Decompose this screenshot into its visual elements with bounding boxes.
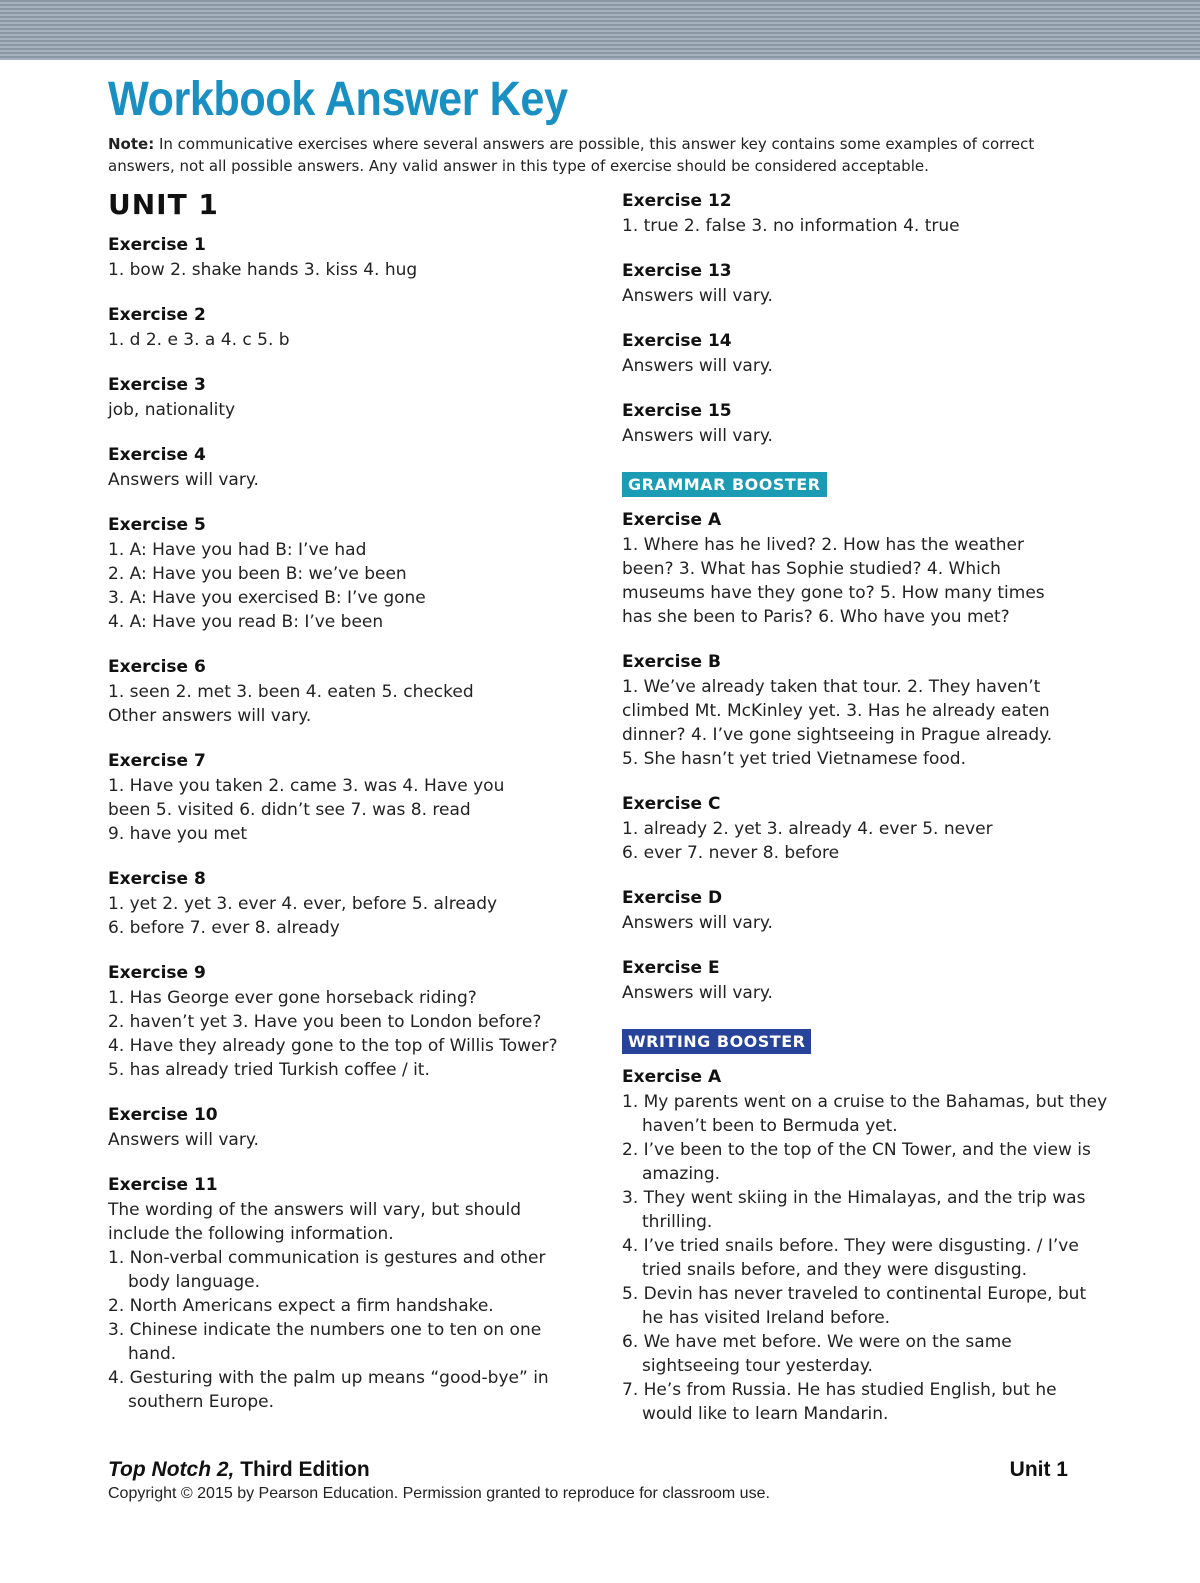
answer-line: Answers will vary.: [622, 426, 773, 446]
answer-item: 6. We have met before. We were on the same sightseeing tour yesterday.: [622, 1332, 1012, 1376]
answer-item: 4. I’ve tried snails before. They were disgusting. / I’ve tried snails before, and they were disgusting.: [622, 1236, 1079, 1280]
exercise-title: Exercise A: [622, 510, 722, 530]
exercise-block: [622, 258, 1112, 308]
copyright-notice: Copyright © 2015 by Pearson Education. Permission granted to reproduce for classroom use.: [108, 1485, 770, 1502]
answer-line: Other answers will vary.: [108, 706, 312, 726]
answer-line: been? 3. What has Sophie studied? 4. Which: [622, 559, 1001, 579]
answer-line: been 5. visited 6. didn’t see 7. was 8. read: [108, 800, 471, 820]
exercise-answers: [108, 680, 588, 728]
exercise-block: [108, 302, 588, 352]
exercise-answers: [622, 533, 1112, 629]
grammar-booster-banner: GRAMMAR BOOSTER: [622, 472, 827, 497]
exercise-title: Exercise B: [622, 652, 721, 672]
unit-heading: UNIT 1: [108, 188, 219, 221]
exercise-title: Exercise 3: [108, 375, 206, 395]
exercise-block: [108, 512, 588, 634]
answer-line: climbed Mt. McKinley yet. 3. Has he already eaten: [622, 701, 1050, 721]
answer-item: 2. North Americans expect a firm handshake.: [108, 1296, 494, 1316]
header-stripe-bar: [0, 0, 1200, 60]
exercise-answers: [622, 1090, 1112, 1426]
exercise-answers: [622, 817, 1112, 865]
grammar-booster-list: [622, 507, 1112, 1005]
exercise-block: [622, 649, 1112, 771]
exercise-title: Exercise 12: [622, 191, 732, 211]
exercise-block: [108, 866, 588, 940]
exercise-answers: [622, 675, 1112, 771]
exercise-title: Exercise 5: [108, 515, 206, 535]
exercise-title: Exercise 7: [108, 751, 206, 771]
answer-item: 4. Gesturing with the palm up means “good-bye” in southern Europe.: [108, 1368, 549, 1412]
exercise-answers: [108, 328, 588, 352]
note-label: Note:: [108, 135, 155, 153]
right-exercise-list: [622, 188, 1112, 448]
answer-line: 1. Where has he lived? 2. How has the weather: [622, 535, 1024, 555]
exercise-answers: [622, 354, 1112, 378]
exercise-title: Exercise A: [622, 1067, 722, 1087]
answer-line: 1. seen 2. met 3. been 4. eaten 5. checked: [108, 682, 474, 702]
answer-item: 1. Non-verbal communication is gestures and other body language.: [108, 1248, 546, 1292]
answer-line: 1. Has George ever gone horseback riding?: [108, 988, 477, 1008]
exercise-title: Exercise 2: [108, 305, 206, 325]
answer-line: 4. Have they already gone to the top of Willis Tower?: [108, 1036, 558, 1056]
exercise-answers: [622, 214, 1112, 238]
footer-unit: Unit 1: [1009, 1458, 1068, 1481]
exercise-answers: [108, 468, 588, 492]
answer-list: [622, 1090, 1112, 1426]
answer-item: 7. He’s from Russia. He has studied English, but he would like to learn Mandarin.: [622, 1380, 1057, 1424]
exercise-answers: [622, 424, 1112, 448]
answer-line: Answers will vary.: [622, 983, 773, 1003]
answer-line: Answers will vary.: [622, 913, 773, 933]
answer-line: The wording of the answers will vary, but should: [108, 1200, 522, 1220]
exercise-answers: [108, 258, 588, 282]
footer-book-title: [108, 1458, 370, 1482]
exercise-block: [622, 1064, 1112, 1426]
answer-line: 3. A: Have you exercised B: I’ve gone: [108, 588, 426, 608]
answer-item: 2. I’ve been to the top of the CN Tower, and the view is amazing.: [622, 1140, 1091, 1184]
exercise-block: [622, 507, 1112, 629]
exercise-block: [108, 232, 588, 282]
writing-booster-banner: WRITING BOOSTER: [622, 1029, 811, 1054]
exercise-block: [622, 885, 1112, 935]
answer-line: 1. true 2. false 3. no information 4. true: [622, 216, 960, 236]
answer-item: 5. Devin has never traveled to continental Europe, but he has visited Ireland before.: [622, 1284, 1087, 1328]
exercise-title: Exercise 15: [622, 401, 732, 421]
exercise-answers: [108, 398, 588, 422]
exercise-block: [622, 791, 1112, 865]
exercise-answers: [108, 1128, 588, 1152]
answer-line: 2. haven’t yet 3. Have you been to London before?: [108, 1012, 542, 1032]
answer-line: Answers will vary.: [108, 470, 259, 490]
exercise-title: Exercise 4: [108, 445, 206, 465]
answer-line: has she been to Paris? 6. Who have you met?: [622, 607, 1010, 627]
exercise-answers: [108, 892, 588, 940]
answer-line: dinner? 4. I’ve gone sightseeing in Prague already.: [622, 725, 1053, 745]
answer-line: 5. has already tried Turkish coffee / it.: [108, 1060, 430, 1080]
exercise-answers: [108, 1198, 588, 1414]
exercise-block: [622, 188, 1112, 238]
answer-item: 1. My parents went on a cruise to the Bahamas, but they haven’t been to Bermuda yet.: [622, 1092, 1108, 1136]
exercise-block: [108, 654, 588, 728]
exercise-answers: [108, 774, 588, 846]
answer-line: 6. ever 7. never 8. before: [622, 843, 840, 863]
answer-line: 1. d 2. e 3. a 4. c 5. b: [108, 330, 290, 350]
answer-line: 9. have you met: [108, 824, 248, 844]
answer-line: Answers will vary.: [622, 286, 773, 306]
answer-line: 1. already 2. yet 3. already 4. ever 5. never: [622, 819, 993, 839]
exercise-block: [108, 1172, 588, 1414]
answer-line: 6. before 7. ever 8. already: [108, 918, 340, 938]
exercise-answers: [108, 538, 588, 634]
exercise-title: Exercise C: [622, 794, 721, 814]
answer-item: 3. Chinese indicate the numbers one to ten on one hand.: [108, 1320, 542, 1364]
answer-item: 3. They went skiing in the Himalayas, and the trip was thrilling.: [622, 1188, 1086, 1232]
note-paragraph: [108, 133, 1088, 177]
answer-line: 4. A: Have you read B: I’ve been: [108, 612, 384, 632]
exercise-answers: [622, 284, 1112, 308]
exercise-title: Exercise D: [622, 888, 723, 908]
answer-line: museums have they gone to? 5. How many times: [622, 583, 1045, 603]
exercise-title: Exercise 9: [108, 963, 206, 983]
exercise-answers: [622, 911, 1112, 935]
left-exercise-list: [108, 232, 588, 1414]
exercise-title: Exercise 1: [108, 235, 206, 255]
exercise-block: [108, 1102, 588, 1152]
exercise-block: [108, 960, 588, 1082]
exercise-block: [108, 442, 588, 492]
exercise-title: Exercise E: [622, 958, 720, 978]
exercise-title: Exercise 11: [108, 1175, 218, 1195]
answer-line: 1. We’ve already taken that tour. 2. They haven’t: [622, 677, 1041, 697]
writing-booster-list: [622, 1064, 1112, 1426]
exercise-block: [622, 955, 1112, 1005]
right-column: [622, 188, 1112, 1446]
exercise-block: [108, 748, 588, 846]
answer-line: job, nationality: [108, 400, 236, 420]
page-title: Workbook Answer Key: [108, 73, 568, 126]
answer-line: 5. She hasn’t yet tried Vietnamese food.: [622, 749, 966, 769]
exercise-answers: [108, 986, 588, 1082]
answer-line: 1. bow 2. shake hands 3. kiss 4. hug: [108, 260, 418, 280]
answer-line: Answers will vary.: [622, 356, 773, 376]
footer-edition: Third Edition: [234, 1458, 370, 1481]
answer-list: [108, 1246, 588, 1414]
exercise-answers: [622, 981, 1112, 1005]
exercise-title: Exercise 14: [622, 331, 732, 351]
note-text: In communicative exercises where several answers are possible, this answer key contains some examples of correct answers, not all possible answers. Any valid answer in this type of exercise should be considered acceptable.: [108, 135, 1035, 175]
left-column: [108, 188, 588, 1434]
answer-line: include the following information.: [108, 1224, 394, 1244]
exercise-block: [622, 328, 1112, 378]
exercise-title: Exercise 13: [622, 261, 732, 281]
exercise-block: [622, 398, 1112, 448]
exercise-title: Exercise 6: [108, 657, 206, 677]
exercise-block: [108, 372, 588, 422]
answer-line: 1. A: Have you had B: I’ve had: [108, 540, 367, 560]
answer-line: 1. Have you taken 2. came 3. was 4. Have you: [108, 776, 505, 796]
exercise-title: Exercise 8: [108, 869, 206, 889]
answer-line: 1. yet 2. yet 3. ever 4. ever, before 5. already: [108, 894, 498, 914]
answer-line: 2. A: Have you been B: we’ve been: [108, 564, 407, 584]
exercise-title: Exercise 10: [108, 1105, 218, 1125]
footer-book-name: Top Notch 2,: [108, 1458, 235, 1481]
answer-line: Answers will vary.: [108, 1130, 259, 1150]
